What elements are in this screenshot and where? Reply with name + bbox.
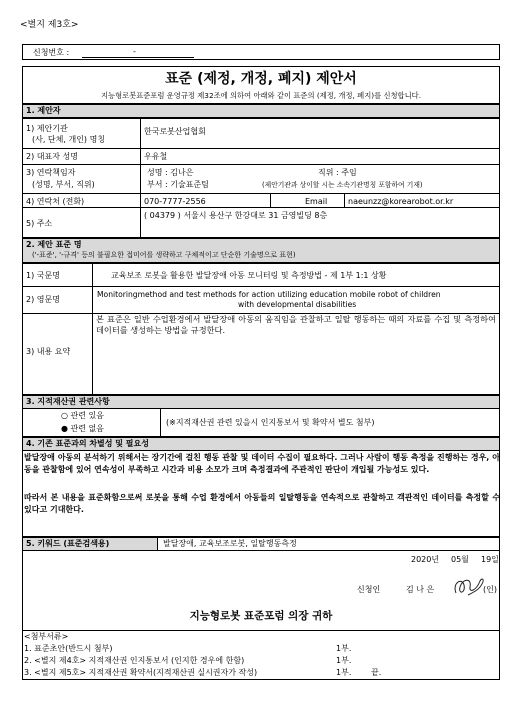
form-title: 표준 (제정, 개정, 폐지) 제안서 [165,71,357,87]
summary-value[interactable]: 본 표준은 일반 수업환경에서 발달장애 아동의 움직임을 관찰하고 일탈 행동하는 때의 자료를 수집 및 측정하여 데이터를 생성하는 방법을 규정한다. [96,314,496,335]
date-year[interactable]: 2020년 [411,555,440,564]
eng-name-value-1[interactable]: Monitoringmethod and test methods for action utilizing education mobile robot of children [97,290,441,299]
keywords-value[interactable]: 발달장애, 교육보조로봇, 일탈행동측정 [163,539,297,548]
application-number-line [82,57,194,58]
attachment-3-count: 1부. [336,668,352,677]
section2-heading: 2. 제안 표준 명 [26,240,82,249]
ip-option-no-label: 관련 없음 [70,424,104,433]
summary-label: 3) 내용 요약 [26,347,71,356]
attachment-3: 3. <별지 제5호> 지적재산권 확약서(지적재산권 실시권자가 작성) [24,668,258,677]
address-label: 5) 주소 [26,219,53,228]
org-value[interactable]: 한국로봇산업협회 [144,127,206,136]
contact-name[interactable]: 성명 : 김나은 [147,168,194,177]
application-number-label: 신청번호 : [33,48,70,57]
attachment-1-count: 1부. [336,644,352,653]
phone-value[interactable]: 070-7777-2556 [144,197,206,206]
kor-name-label: 1) 국문명 [26,271,60,280]
recipient: 지능형로봇 표준포럼 의장 귀하 [189,610,333,622]
ip-option-no[interactable] [61,424,104,434]
rep-value[interactable]: 우유철 [144,152,168,161]
section5-heading: 5. 키워드 (표준검색용) [26,539,110,548]
attachments-heading: <첨부서류> [24,632,69,641]
date-month[interactable]: 05월 [451,555,469,564]
rep-label: 2) 대표자 성명 [26,152,78,161]
attachment-2-count: 1부. [336,656,352,665]
ip-option-yes[interactable] [61,411,104,421]
phone-label: 4) 연락처 (전화) [26,197,85,206]
form-number: <별지 제3호> [20,20,79,30]
contact-dept-note: (제안기관과 상이할 시는 소속기관명칭 포함하여 기재) [262,181,423,189]
address-value[interactable]: ( 04379 ) 서울시 용산구 한강대로 31 금영빌딩 8층 [144,211,328,220]
contact-label-2: (성명, 부서, 직위) [32,180,95,189]
section4-heading: 4. 기존 표준과의 차별성 및 필요성 [26,439,149,448]
eng-name-label: 2) 영문명 [26,295,60,304]
email-label: Email [305,197,328,206]
attachment-1: 1. 표준초안(반드시 첨부) [24,644,113,653]
contact-dept[interactable]: 부서 : 기술표준팀 [147,180,209,189]
radio-filled-icon: ● [61,424,68,433]
section4-para1[interactable]: 발달장애 아동의 분석하기 위해서는 장기간에 걸친 행동 관찰 및 데이터 수집이 필요하다. 그러나 사람이 행동 측정을 진행하는 경우, 아동을 관찰함에 있어 연속성이 부족하고 시간과 비용 소모가 크며 측정결과에 주관적인 판단이 개입될 가능성도 있다. [24,453,500,474]
contact-position[interactable]: 직위 : 주임 [318,168,357,177]
org-label-1: 1) 제안기관 [26,124,68,133]
applicant-label: 신청인 [357,585,381,594]
email-value[interactable]: naeunzz@korearobot.or.kr [348,197,454,206]
section1-heading: 1. 제안자 [26,106,61,115]
date-day[interactable]: 19일 [481,555,499,564]
contact-label-1: 3) 연락책임자 [26,168,76,177]
eng-name-value-2[interactable]: with developmental disabilities [238,300,357,309]
seal-mark: (인) [483,585,497,594]
kor-name-value[interactable]: 교육보조 로봇을 활용한 발달장애 아동 모니터링 및 측정방법 - 제 1부 1:1 상황 [111,271,387,280]
radio-empty-icon: ○ [61,411,68,420]
section3-heading: 3. 지적재산권 관련사항 [26,397,110,406]
ip-option-yes-label: 관련 있음 [70,411,104,420]
ip-note: (※지적재산권 관련 있을시 인지통보서 및 확약서 별도 첨부) [166,418,375,427]
section2-subnote: ('-표준', '-규격' 등의 불필요한 접미어를 생략하고 구체적이고 단순한 기술명으로 표현) [32,251,296,259]
application-number-value[interactable]: - [133,47,136,56]
section4-para2[interactable]: 따라서 본 내용을 표준화함으로써 로봇을 통해 수업 환경에서 아동들의 일탈행동을 연속적으로 관찰하고 객관적인 데이터를 측정할 수 있다고 기대한다. [24,493,500,514]
org-label-2: (사, 단체, 개인) 명칭 [32,135,106,144]
form-intro: 지능형로봇표준포럼 운영규정 제32조에 의하여 아래와 같이 표준의 (제정, 개정, 폐지)를 신청합니다. [100,91,422,100]
attachments-end: 끝. [371,668,382,677]
attachment-2: 2. <별지 제4호> 지적재산권 인지통보서 (인지한 경우에 한함) [24,656,245,665]
applicant-name[interactable]: 김 나 은 [406,585,435,594]
